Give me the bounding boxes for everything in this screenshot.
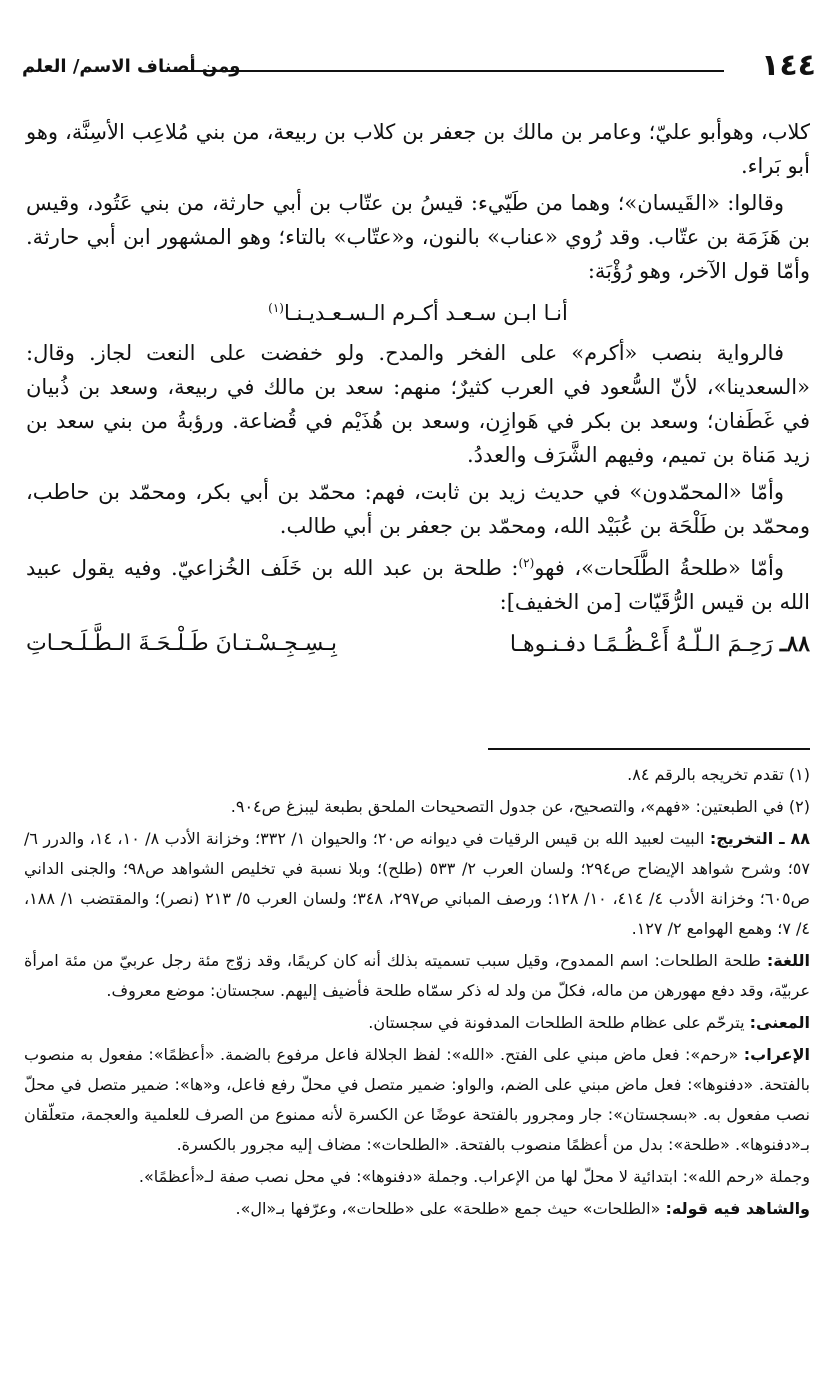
footnote-1: (١) تقدم تخريجه بالرقم ٨٤. [627,765,810,784]
takhrij-text: البيت لعبيد الله بن قيس الرقيات في ديوانه ص٢٠؛ والحيوان ١/ ٣٣٢؛ وخزانة الأدب ٨/ ١٠، ١٤، والدرر ٦/ ٥٧؛ وشرح شواهد الإيضاح ص٢٩٤؛ ولسان العرب ٢/ ٥٣٣ (طلح)؛ وبلا نسبة في تخليص الشواهد ص٩٨؛ والجنى الداني ص٦٠٥؛ وخزانة الأدب ٤/ ٤١٤، ١٠/ ١٢٨؛ ورصف المباني ص٢٩٧، ٣٤٨؛ ولسان العرب ٥/ ٢١٣ (نصر)؛ والمقتضب ١/ ١٨٨، ٤/ ٧؛ وهمع الهوامع ٢/ ١٢٧. [24,829,810,938]
note-shahid [24,1194,810,1224]
verse-ruba [26,291,810,330]
note-takhrij [24,824,810,944]
shahid-text: «الطلحات» حيث جمع «طلحة» على «طلحات»، وعرّفها بـ«ال». [235,1199,661,1218]
verse-88-first-hemistich [510,627,810,662]
note-lugha [24,946,810,1006]
header-rule [170,70,724,72]
shahid-label: والشاهد فيه قوله: [665,1199,810,1218]
footnote-rule [488,748,810,750]
main-text [26,115,810,662]
footnote-ref-2: (٢) [518,556,535,570]
note-maana [24,1008,810,1038]
maana-label: المعنى: [749,1013,810,1032]
page-number: ١٤٤ [761,48,816,83]
paragraph-2: وقالوا: «القَيسان»؛ وهما من طَيّيء: قيسُ بن عتّاب بن أبي حارثة، من بني عَتُود، وقيس بن هَزَمَة بن عتّاب. وقد رُوي «عناب» بالنون، و«عتّاب» بالتاء؛ وهو المشهور ابن أبي حارثة. وأمّا قول الآخر، وهو رُؤْبَة: [26,191,810,283]
lugha-label: اللغة: [766,951,810,970]
page-header [22,48,816,88]
running-title: ومن أصناف الاسم/ العلم [22,56,241,77]
lugha-text: طلحة الطلحات: اسم الممدوح، وقيل سبب تسميته بذلك أنه كان كريمًا، وقد زوّج مئة رجل عربيّ من مئة امرأة عربيّة، وقد دفع مهورهن من ماله، فكلّ من ولد له ذكر سمّاه طلحة فأضيف إليهم. سجستان: موضع معروف. [24,951,810,1000]
paragraph-3: فالرواية بنصب «أكرم» على الفخر والمدح. ولو خفضت على النعت لجاز. وقال: «السعدينا»، لأنّ السُّعود في العرب كثيرٌ؛ منهم: سعد بن مالك في ربيعة، وسعد بن ذُبيان في غَطَفان؛ وسعد بن بكر في هَوازِن، وسعد بن هُذَيْم في قُضاعة. ورؤبةُ من بني سعد بن زيد مَناة بن تميم، وفيهم الشَّرَف والعددُ. [26,341,810,467]
note-irab [24,1040,810,1160]
verse-88-second-hemistich: بِـسِـجِـسْـتـانَ طَـلْـحَـةَ الـطَّـلَـحـاتِ [26,631,337,656]
paragraph-5-end: : طلحة بن عبد الله بن خَلَف الخُزاعيّ. وفيه يقول عبيد الله بن قيس الرُّقَيّات [من الخفيف]: [26,556,810,614]
maana-text: يترحّم على عظام طلحة الطلحات المدفونة في سجستان. [368,1013,745,1032]
irab-label: الإعراب: [743,1045,810,1064]
takhrij-label: ٨٨ ـ التخريج: [709,829,811,848]
verse-ruba-text: أنـا ابـن سـعـد أكـرم الـسـعـديـنـا [283,301,568,325]
paragraph-5 [26,546,810,619]
footnotes [24,760,810,1226]
paragraph-5-start: وأمّا «طلحةُ الطَّلَحات»، فهو [534,556,784,580]
paragraph-4: وأمّا «المحمّدون» في حديث زيد بن ثابت، فهم: محمّد بن أبي بكر، ومحمّد بن حاطب، ومحمّد بن طَلْحَة بن عُبَيْد الله، ومحمّد بن جعفر بن أبي طالب. [26,480,810,538]
note-jumla: وجملة «رحم الله»: ابتدائية لا محلّ لها من الإعراب. وجملة «دفنوها»: في محل نصب صفة لـ«أعظمًا». [138,1167,810,1186]
irab-text: «رحم»: فعل ماض مبني على الفتح. «الله»: لفظ الجلالة فاعل مرفوع بالضمة. «أعظمًا»: مفعول به منصوب بالفتحة. «دفنوها»: فعل ماض مبني على الضم، والواو: ضمير متصل في محلّ رفع فاعل، و«ها»: ضمير متصل في محلّ نصب مفعول به. «بسجستان»: جار ومجرور بالفتحة عوضًا عن الكسرة لأنه ممنوع من الصرف للعلمية والعجمة، متعلّقان بـ«دفنوها». «طلحة»: بدل من أعظمًا منصوب بالفتحة. «الطلحات»: مضاف إليه مجرور بالكسرة. [24,1045,810,1154]
paragraph-1: كلاب، وهوأبو عليّ؛ وعامر بن مالك بن جعفر بن كلاب بن ربيعة، من بني مُلاعِب الأسِنَّة، وهو أبو بَراء. [26,120,810,178]
footnote-ref-1: (١) [268,301,284,315]
verse-right-text: رَحِـمَ الـلّـهُ أَعْـظُـمًـا دفـنـوهـا [509,632,773,657]
verse-88 [26,627,810,662]
verse-number: ٨٨ـ [779,631,810,657]
footnote-2: (٢) في الطبعتين: «فهم»، والتصحيح، عن جدول التصحيحات الملحق بطبعة ليبزغ ص٩٠٤. [230,797,810,816]
